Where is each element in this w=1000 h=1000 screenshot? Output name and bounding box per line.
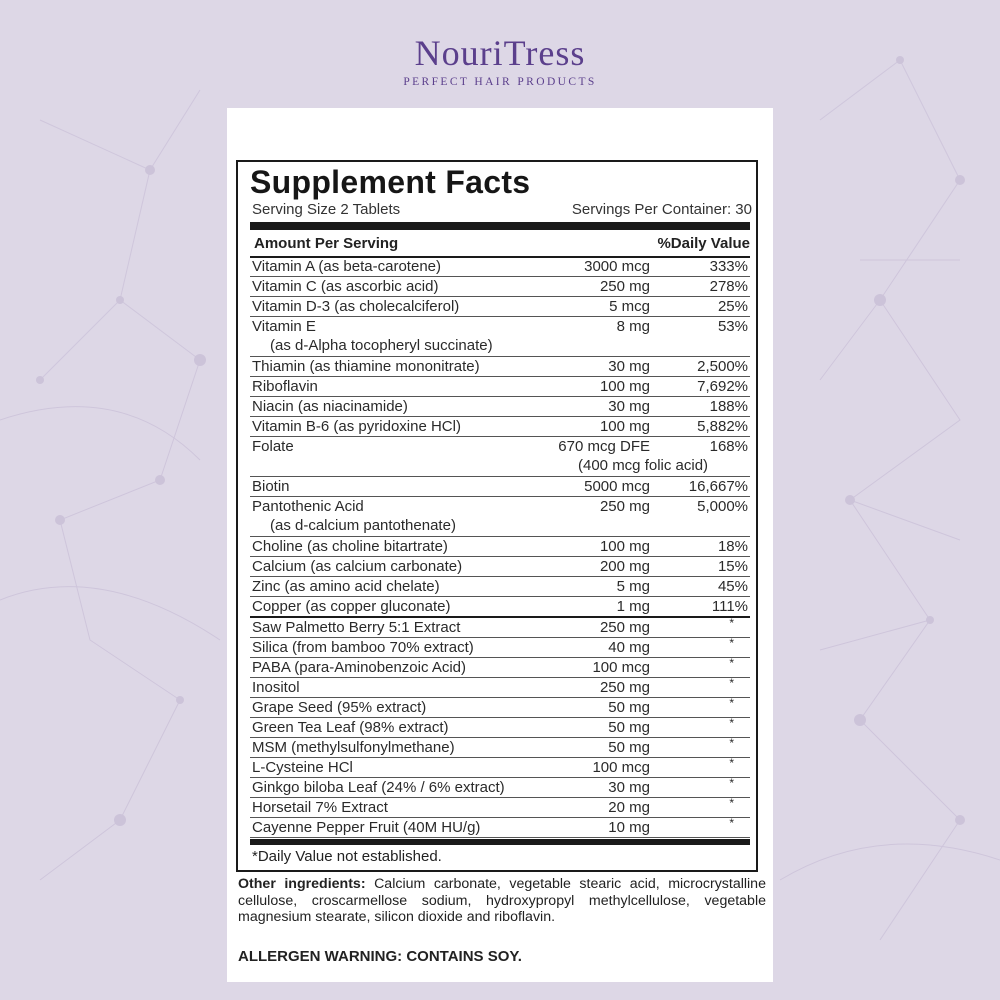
- nutrient-amount: 20 mg: [608, 799, 650, 816]
- table-row: [250, 257, 750, 277]
- daily-value-not-established: *: [729, 656, 734, 670]
- table-row: [250, 798, 750, 818]
- nutrient-name: Saw Palmetto Berry 5:1 Extract: [252, 619, 461, 636]
- table-row: [250, 477, 750, 497]
- daily-value-not-established: *: [729, 756, 734, 770]
- table-row: [250, 758, 750, 778]
- servings-per-container: Servings Per Container: 30: [571, 201, 752, 218]
- supplement-label: [227, 108, 773, 982]
- nutrient-name: L-Cysteine HCl: [252, 759, 353, 776]
- table-row: [250, 618, 750, 638]
- nutrient-amount: 100 mcg: [592, 659, 650, 676]
- table-row: [250, 317, 750, 357]
- nutrient-amount: 50 mg: [608, 719, 650, 736]
- table-row: [250, 818, 750, 838]
- daily-value: 278%: [709, 278, 748, 295]
- daily-value-not-established: *: [729, 636, 734, 650]
- nutrient-name: Ginkgo biloba Leaf (24% / 6% extract): [252, 779, 505, 796]
- daily-value-not-established: *: [729, 776, 734, 790]
- facts-title: Supplement Facts: [250, 164, 531, 200]
- nutrient-table: [250, 257, 750, 838]
- nutrient-name: Vitamin C (as ascorbic acid): [252, 278, 439, 295]
- brand-name: NouriTress: [414, 33, 586, 73]
- daily-value: 45%: [717, 578, 748, 595]
- nutrient-amount: 250 mg: [599, 498, 650, 515]
- daily-value-not-established: *: [729, 716, 734, 730]
- nutrient-amount: 3000 mcg: [584, 258, 650, 275]
- table-row: [250, 738, 750, 758]
- table-row: [250, 577, 750, 597]
- nutrient-name: Vitamin D-3 (as cholecalciferol): [252, 298, 460, 315]
- daily-value: 168%: [709, 438, 748, 455]
- nutrient-amount: 1 mg: [616, 598, 650, 615]
- table-row: [250, 557, 750, 577]
- nutrient-name: Vitamin B-6 (as pyridoxine HCl): [252, 418, 461, 435]
- daily-value: 111%: [711, 598, 748, 615]
- nutrient-amount: 5000 mcg: [584, 478, 650, 495]
- nutrient-amount: 5 mg: [616, 578, 650, 595]
- daily-value: 188%: [709, 398, 748, 415]
- table-row: [250, 497, 750, 537]
- daily-value-not-established: *: [729, 796, 734, 810]
- nutrient-amount: 100 mg: [599, 378, 650, 395]
- daily-value: 333%: [709, 258, 748, 275]
- nutrient-amount: 100 mcg: [592, 759, 650, 776]
- nutrient-amount: 10 mg: [608, 819, 650, 836]
- nutrient-name: Cayenne Pepper Fruit (40M HU/g): [252, 819, 481, 836]
- nutrient-name: Inositol: [252, 679, 300, 696]
- table-row: [250, 778, 750, 798]
- nutrient-amount: 50 mg: [608, 699, 650, 716]
- nutrient-amount: 30 mg: [608, 398, 650, 415]
- daily-value-label: %Daily Value: [657, 235, 750, 252]
- daily-value: 5,000%: [697, 498, 748, 515]
- nutrient-amount: 30 mg: [608, 358, 650, 375]
- amount-per-serving-label: Amount Per Serving: [254, 235, 399, 252]
- table-row: [250, 397, 750, 417]
- nutrient-amount: 5 mcg: [609, 298, 650, 315]
- table-row: [250, 417, 750, 437]
- nutrient-amount: 200 mg: [599, 558, 650, 575]
- daily-value-not-established: *: [729, 676, 734, 690]
- nutrient-amount: 250 mg: [599, 679, 650, 696]
- nutrient-name: Grape Seed (95% extract): [252, 699, 427, 716]
- nutrient-source: (as d-Alpha tocopheryl succinate): [270, 337, 493, 354]
- daily-value: 7,692%: [697, 378, 748, 395]
- nutrient-amount: 8 mg: [616, 318, 650, 335]
- daily-value: 18%: [717, 538, 748, 555]
- other-ingredients-label: Other ingredients:: [238, 876, 366, 892]
- table-row: [250, 297, 750, 317]
- allergen-warning: ALLERGEN WARNING: CONTAINS SOY.: [238, 948, 522, 965]
- daily-value-not-established: *: [729, 736, 734, 750]
- nutrient-name: Riboflavin: [252, 378, 318, 395]
- other-ingredients-text: Calcium carbonate, vegetable stearic acid, microcrystalline cellulose, croscarmellose sodium, hydroxypropyl methylcellulose, vegetable magnesium stearate, silicon dioxide and riboflavin.: [238, 876, 766, 925]
- nutrient-source: (as d-calcium pantothenate): [270, 517, 456, 534]
- brand-logo: [0, 34, 1000, 88]
- table-row: [250, 678, 750, 698]
- daily-value: 2,500%: [697, 358, 748, 375]
- footnote: *Daily Value not established.: [252, 848, 442, 865]
- other-ingredients: [238, 876, 766, 926]
- brand-tagline: PERFECT HAIR PRODUCTS: [403, 76, 597, 88]
- nutrient-name: Zinc (as amino acid chelate): [252, 578, 440, 595]
- nutrient-name: Vitamin E: [252, 318, 316, 335]
- bottom-divider: [250, 839, 750, 845]
- nutrient-name: Calcium (as calcium carbonate): [252, 558, 463, 575]
- amount-per-serving-header: [254, 235, 750, 252]
- daily-value: 25%: [717, 298, 748, 315]
- nutrient-name: Copper (as copper gluconate): [252, 598, 451, 615]
- nutrient-name: Biotin: [252, 478, 290, 495]
- table-row: [250, 377, 750, 397]
- daily-value-not-established: *: [729, 616, 734, 630]
- nutrient-amount: 250 mg: [599, 619, 650, 636]
- table-row: [250, 277, 750, 297]
- thick-divider: [250, 222, 750, 230]
- table-row: [250, 718, 750, 738]
- supplement-facts-panel: [236, 160, 758, 872]
- nutrient-amount: 30 mg: [608, 779, 650, 796]
- nutrient-amount: 40 mg: [608, 639, 650, 656]
- nutrient-amount: 100 mg: [599, 418, 650, 435]
- nutrient-amount-note: (400 mcg folic acid): [578, 457, 709, 474]
- daily-value-not-established: *: [729, 696, 734, 710]
- table-row: [250, 638, 750, 658]
- table-row: [250, 658, 750, 678]
- nutrient-name: Thiamin (as thiamine mononitrate): [252, 358, 480, 375]
- nutrient-name: Folate: [252, 438, 294, 455]
- nutrient-name: PABA (para-Aminobenzoic Acid): [252, 659, 466, 676]
- nutrient-name: MSM (methylsulfonylmethane): [252, 739, 455, 756]
- table-row: [250, 597, 750, 618]
- nutrient-name: Horsetail 7% Extract: [252, 799, 388, 816]
- daily-value: 15%: [717, 558, 748, 575]
- table-row: [250, 357, 750, 377]
- nutrient-name: Pantothenic Acid: [252, 498, 364, 515]
- daily-value: 5,882%: [697, 418, 748, 435]
- nutrient-amount: 100 mg: [599, 538, 650, 555]
- daily-value: 53%: [717, 318, 748, 335]
- nutrient-name: Vitamin A (as beta-carotene): [252, 258, 441, 275]
- nutrient-amount: 250 mg: [599, 278, 650, 295]
- nutrient-name: Choline (as choline bitartrate): [252, 538, 448, 555]
- nutrient-amount: 50 mg: [608, 739, 650, 756]
- nutrient-amount: 670 mcg DFE: [558, 438, 650, 455]
- nutrient-name: Niacin (as niacinamide): [252, 398, 408, 415]
- nutrient-name: Green Tea Leaf (98% extract): [252, 719, 449, 736]
- nutrient-name: Silica (from bamboo 70% extract): [252, 639, 474, 656]
- table-row: [250, 437, 750, 477]
- daily-value-not-established: *: [729, 816, 734, 830]
- daily-value: 16,667%: [688, 478, 748, 495]
- serving-size: Serving Size 2 Tablets: [252, 201, 401, 218]
- table-row: [250, 537, 750, 557]
- serving-info: [252, 201, 752, 218]
- table-row: [250, 698, 750, 718]
